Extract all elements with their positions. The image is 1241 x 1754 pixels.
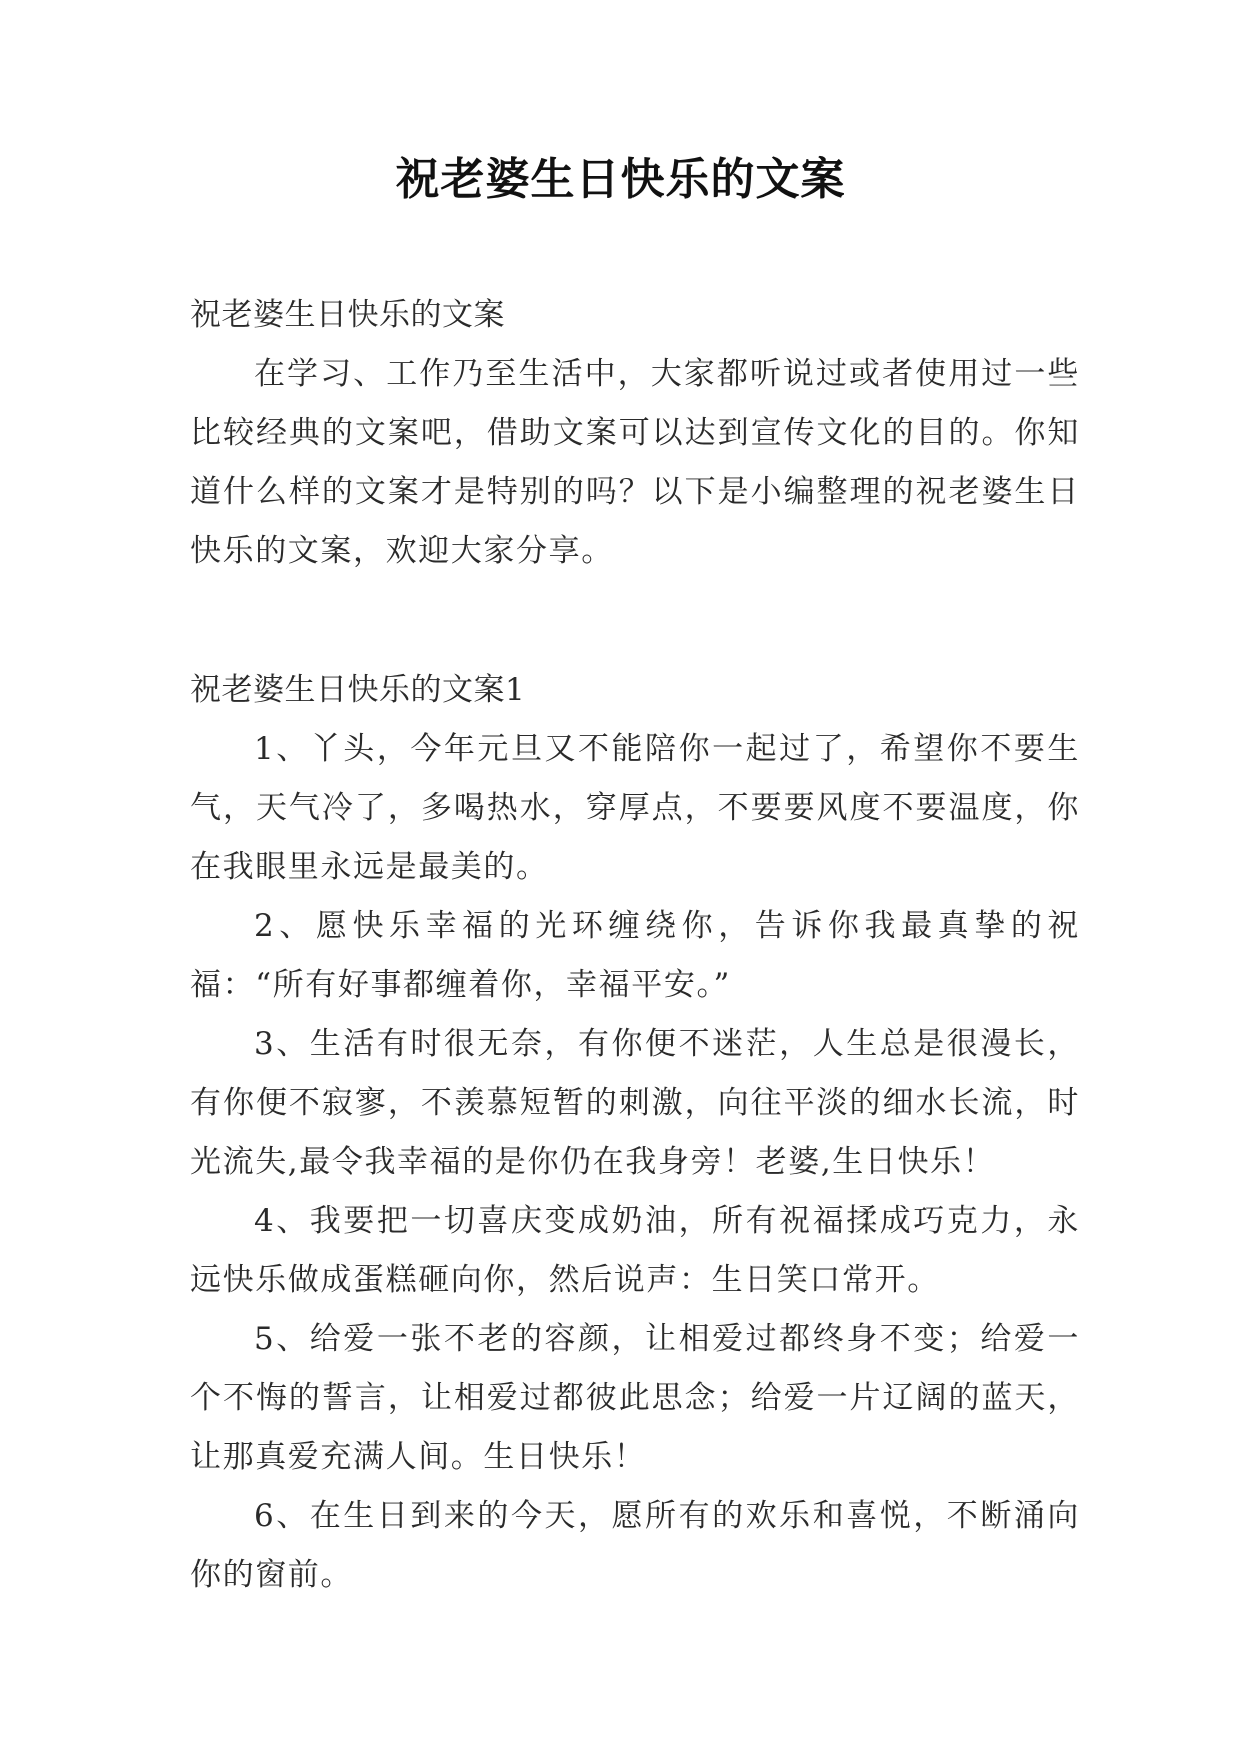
section-spacer	[190, 581, 1080, 661]
section-heading: 祝老婆生日快乐的文案1	[190, 672, 526, 708]
list-item: 4、我要把一切喜庆变成奶油，所有祝福揉成巧克力，永远快乐做成蛋糕砸向你，然后说声：生日笑口常开。	[190, 1203, 1080, 1298]
list-item: 5、给爱一张不老的容颜，让相爱过都终身不变；给爱一个不悔的誓言，让相爱过都彼此思念；给爱一片辽阔的蓝天，让那真爱充满人间。生日快乐！	[190, 1321, 1080, 1475]
list-item: 1、丫头，今年元旦又不能陪你一起过了，希望你不要生气，天气冷了，多喝热水，穿厚点，不要要风度不要温度，你在我眼里永远是最美的。	[190, 731, 1080, 885]
intro-paragraph: 在学习、工作乃至生活中，大家都听说过或者使用过一些比较经典的文案吧，借助文案可以达到宣传文化的目的。你知道什么样的文案才是特别的吗？以下是小编整理的祝老婆生日快乐的文案，欢迎大家分享。	[190, 356, 1080, 569]
document-body	[190, 286, 1080, 1605]
document-title: 祝老婆生日快乐的文案	[395, 154, 846, 205]
list-item: 6、在生日到来的今天，愿所有的欢乐和喜悦，不断涌向你的窗前。	[190, 1498, 1080, 1593]
list-item: 2、愿快乐幸福的光环缠绕你，告诉你我最真挚的祝福：“所有好事都缠着你，幸福平安。”	[190, 908, 1080, 1003]
document-subtitle: 祝老婆生日快乐的文案	[190, 297, 505, 333]
list-item: 3、生活有时很无奈，有你便不迷茫，人生总是很漫长，有你便不寂寥，不羡慕短暂的刺激，向往平淡的细水长流，时光流失,最令我幸福的是你仍在我身旁！老婆,生日快乐！	[190, 1026, 1080, 1180]
